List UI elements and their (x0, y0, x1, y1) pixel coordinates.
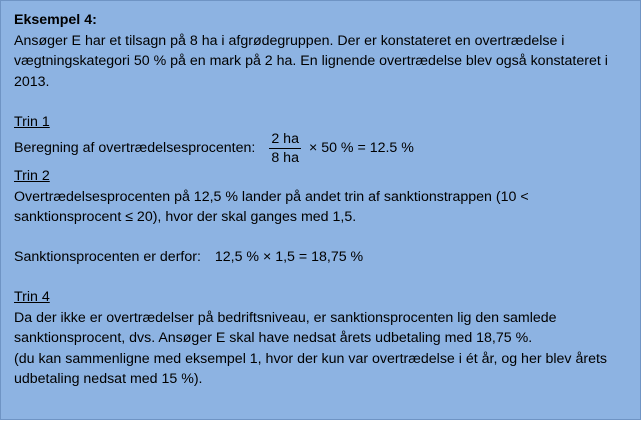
spacer (14, 228, 640, 248)
trin2-result-row (14, 247, 640, 268)
trin1-result: × 50 % = 12.5 % (308, 139, 414, 156)
spacer (14, 268, 640, 288)
intro-line-1: Ansøger E har et tilsagn på 8 ha i afgrødegruppen. Der er konstateret en overtrædelse i (14, 32, 565, 49)
trin4-line-4: udbetaling nedsat med 15 %). (14, 371, 203, 387)
trin1-formula (14, 130, 640, 166)
trin2-line-2: sanktionsprocent ≤ 20), hvor der skal ganges med 1,5. (14, 209, 357, 225)
trin1-heading: Trin 1 (14, 113, 50, 130)
fraction (269, 131, 301, 166)
trin2-result-calc: 12,5 % × 1,5 = 18,75 % (214, 249, 364, 265)
fraction-numerator: 2 ha (271, 130, 299, 147)
trin2-result-label: Sanktionsprocenten er derfor: (14, 249, 201, 265)
trin2-heading: Trin 2 (14, 168, 50, 184)
spacer (14, 92, 640, 112)
trin4-line-1: Da der ikke er overtrædelser på bedriftsniveau, er sanktionsprocenten lig den samlede (14, 309, 557, 326)
example-title: Eksempel 4: (14, 12, 97, 28)
trin2-line-1: Overtrædelsesprocenten på 12,5 % lander på andet trin af sanktionstrappen (10 < (14, 188, 529, 205)
fraction-denominator: 8 ha (271, 149, 299, 166)
trin4-line-2: sanktionsprocent, dvs. Ansøger E skal have nedsat årets udbetaling med 18,75 %. (14, 330, 533, 346)
trin4-line-3: (du kan sammenligne med eksempel 1, hvor der kun var overtrædelse i ét år, og her blev årets (14, 350, 608, 367)
intro-line-3: 2013. (14, 73, 50, 90)
trin1-label: Beregning af overtrædelsesprocenten: (14, 139, 256, 156)
trin4-heading: Trin 4 (14, 289, 50, 305)
intro-line-2: vægtningskategori 50 % på en mark på 2 ha. En lignende overtrædelse blev også konstateret i (14, 53, 608, 69)
